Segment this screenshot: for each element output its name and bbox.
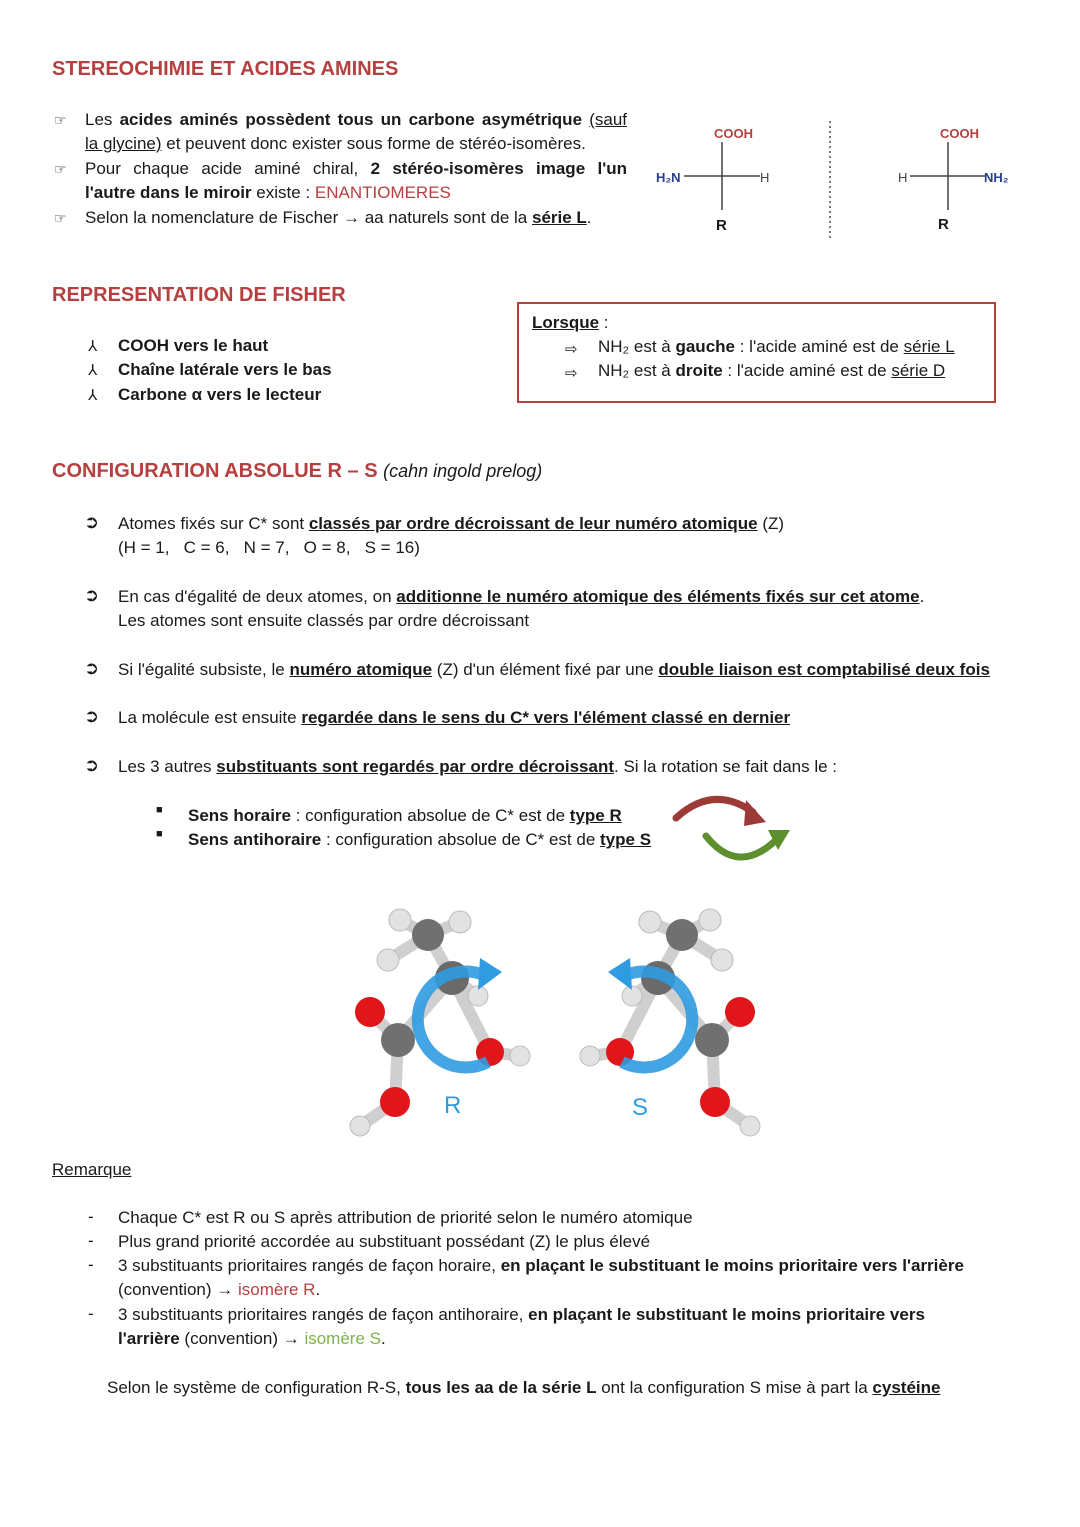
bullet-1-line-1: Les acides aminés possèdent tous un carbone asymétrique (sauf	[85, 110, 627, 129]
final-note: Selon le système de configuration R-S, tous les aa de la série L ont la configuration S mise à part la cystéine	[107, 1378, 941, 1397]
fisher-item-2: Chaîne latérale vers le bas	[118, 360, 332, 379]
bullet-3: Selon la nomenclature de Fischer → aa naturels sont de la série L.	[85, 208, 592, 227]
dash-bullet: -	[88, 1207, 94, 1226]
remarque-2: Plus grand priorité accordée au substituant possédant (Z) le plus élevé	[118, 1232, 651, 1251]
remarque-4-line-2: l'arrière (convention) → isomère S.	[118, 1329, 386, 1348]
fischer-d-nh2: NH₂	[984, 170, 1009, 185]
dash-bullet: -	[88, 1231, 94, 1250]
arrow-right-icon: ⇨	[565, 341, 578, 358]
curved-arrow-bullet-icon: ➲	[84, 585, 100, 605]
molecule-s-label: S	[632, 1094, 649, 1121]
section-title-configuration: CONFIGURATION ABSOLUE R – S (cahn ingold prelog)	[52, 460, 543, 482]
remarque-3-line-1: 3 substituants prioritaires rangés de façon horaire, en plaçant le substituant le moins prioritaire vers l'arrière	[118, 1256, 964, 1275]
remarque-3-line-2: (convention) → isomère R.	[118, 1280, 321, 1299]
rule-1-line-1: Atomes fixés sur C* sont classés par ordre décroissant de leur numéro atomique (Z)	[118, 514, 785, 533]
section-title-fisher: REPRESENTATION DE FISHER	[52, 284, 346, 306]
bullet-1-line-2: la glycine) et peuvent donc exister sous forme de stéréo-isomères.	[85, 134, 586, 153]
fischer-l-nh2: H₂N	[656, 170, 681, 185]
tri-bullet-icon: ⅄	[88, 362, 98, 379]
dash-bullet: -	[88, 1255, 94, 1274]
rotation-arrows-icon	[668, 790, 798, 870]
sens-horaire: Sens horaire : configuration absolue de C* est de type R	[188, 806, 622, 825]
fisher-item-1: COOH vers le haut	[118, 336, 269, 355]
fischer-d-h: H	[898, 170, 908, 185]
fischer-l-h: H	[760, 170, 770, 185]
remarque-1: Chaque C* est R ou S après attribution de priorité selon le numéro atomique	[118, 1208, 693, 1227]
rule-2-line-1: En cas d'égalité de deux atomes, on additionne le numéro atomique des éléments fixés sur cet atome.	[118, 587, 925, 606]
rule-2-line-2: Les atomes sont ensuite classés par ordre décroissant	[118, 611, 530, 630]
fischer-d-r: R	[938, 216, 949, 233]
sens-antihoraire: Sens antihoraire : configuration absolue de C* est de type S	[188, 830, 652, 849]
curved-arrow-bullet-icon: ➲	[84, 658, 100, 678]
molecule-r-illustration	[340, 900, 540, 1140]
molecule-r-label: R	[444, 1092, 462, 1119]
fischer-l-cooh: COOH	[714, 126, 753, 141]
molecule-s-illustration	[560, 900, 770, 1140]
hand-bullet-icon: ☞	[54, 210, 67, 226]
fischer-d-cooh: COOH	[940, 126, 979, 141]
rule-3: Si l'égalité subsiste, le numéro atomique (Z) d'un élément fixé par une double liaison est comptabilisé deux fois	[118, 660, 990, 679]
bullet-2-line-2: l'autre dans le miroir existe : ENANTIOMERES	[85, 183, 451, 202]
fischer-l-r: R	[716, 217, 727, 234]
section-title-stereochimie: STEREOCHIMIE ET ACIDES AMINES	[52, 58, 399, 80]
bullet-2-line-1: Pour chaque acide aminé chiral, 2 stéréo-isomères image l'un	[85, 159, 627, 178]
hand-bullet-icon: ☞	[54, 112, 67, 128]
rule-5: Les 3 autres substituants sont regardés par ordre décroissant. Si la rotation se fait dans le :	[118, 757, 838, 776]
arrow-right-icon: ⇨	[565, 365, 578, 382]
hand-bullet-icon: ☞	[54, 161, 67, 177]
dash-bullet: -	[88, 1304, 94, 1323]
rule-4: La molécule est ensuite regardée dans le sens du C* vers l'élément classé en dernier	[118, 708, 791, 727]
tri-bullet-icon: ⅄	[88, 338, 98, 355]
lorsque-line-1: NH₂ est à gauche : l'acide aminé est de série L	[598, 337, 955, 356]
lorsque-title: Lorsque :	[532, 313, 609, 332]
tri-bullet-icon: ⅄	[88, 387, 98, 404]
square-bullet-icon: ■	[156, 804, 163, 816]
fisher-item-3: Carbone α vers le lecteur	[118, 385, 322, 404]
remarque-4-line-1: 3 substituants prioritaires rangés de façon antihoraire, en plaçant le substituant le moins prioritaire vers	[118, 1305, 925, 1324]
rule-1-line-2: (H = 1, C = 6, N = 7, O = 8, S = 16)	[118, 538, 420, 557]
curved-arrow-bullet-icon: ➲	[84, 512, 100, 532]
curved-arrow-bullet-icon: ➲	[84, 706, 100, 726]
square-bullet-icon: ■	[156, 828, 163, 840]
curved-arrow-bullet-icon: ➲	[84, 755, 100, 775]
lorsque-line-2: NH₂ est à droite : l'acide aminé est de série D	[598, 361, 946, 380]
remarque-title: Remarque	[52, 1160, 132, 1179]
